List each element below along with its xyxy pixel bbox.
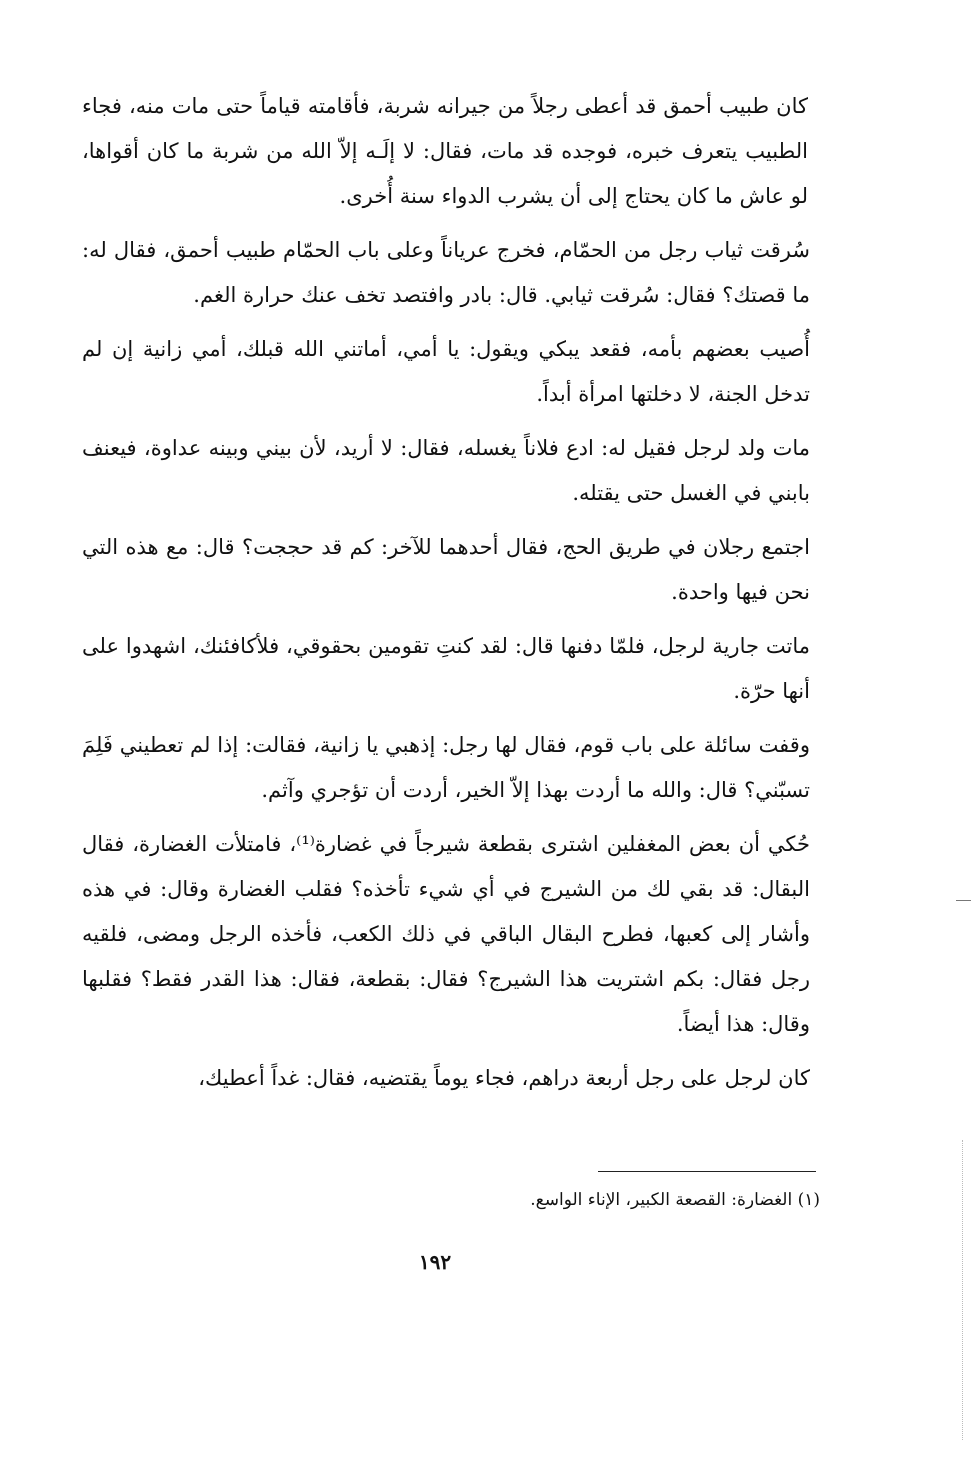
scan-edge-mark bbox=[956, 900, 971, 901]
page-number: ١٩٢ bbox=[418, 1250, 452, 1274]
paragraph-7: وقفت سائلة على باب قوم، فقال لها رجل: إذهبي يا زانية، فقالت: إذا لم تعطيني فَلِمَ تسبّني؟ قال: والله ما أردت بهذا إلاّ الخير، أردت أن تؤجري وآثم. bbox=[82, 733, 810, 802]
paragraph-5: اجتمع رجلان في طريق الحج، فقال أحدهما للآخر: كم قد حججت؟ قال: مع هذه التي نحن فيها واحدة. bbox=[82, 535, 810, 604]
scan-edge-line bbox=[962, 1140, 963, 1440]
paragraph-2: سُرقت ثياب رجل من الحمّام، فخرج عرياناً وعلى باب الحمّام طبيب أحمق، فقال له: ما قصتك؟ فقال: سُرقت ثيابي. قال: بادر وافتصد تخف عنك حرارة الغم. bbox=[82, 238, 810, 307]
paragraph-1: كان طبيب أحمق قد أعطى رجلاً من جيرانه شربة، فأقامته قياماً حتى مات منه، فجاء الطبيب يتعرف خبره، فوجده قد مات، فقال: لا إلَـه إلاّ الله من شربة ما كان أقواها، لو عاش ما كان يحتاج إلى أن يشرب الدواء سنة أُخرى. bbox=[82, 94, 808, 208]
page-body bbox=[82, 84, 838, 1110]
paragraph-4: مات ولد لرجل فقيل له: ادع فلاناً يغسله، فقال: لا أريد، لأن بيني وبينه عداوة، فيعنف بابني في الغسل حتى يقتله. bbox=[82, 436, 810, 505]
footnote-divider bbox=[598, 1171, 816, 1172]
paragraph-6: ماتت جارية لرجل، فلمّا دفنها قال: لقد كنتِ تقومين بحقوقي، فلأكافئنك، اشهدوا على أنها حرّة. bbox=[82, 634, 810, 703]
paragraph-9: كان لرجل على رجل أربعة دراهم، فجاء يوماً يقتضيه، فقال: غداً أعطيك، bbox=[198, 1066, 810, 1090]
paragraph-3: أُصيب بعضهم بأمه، فقعد يبكي ويقول: يا أمي، أماتني الله قبلك، أمي زانية إن لم تدخل الجنة، لا دخلتها امرأة أبداً. bbox=[82, 337, 810, 406]
paragraph-8: حُكي أن بعض المغفلين اشترى بقطعة شيرجاً في غضارة⁽¹⁾، فامتلأت الغضارة، فقال البقال: قد بقي لك من الشيرج في أي شيء تأخذه؟ فقلب الغضارة وقال: في هذه وأشار إلى كعبها، فطرح البقال الباقي في ذلك الكعب، فأخذه الرجل ومضى، فلقيه رجل فقال: بكم اشتريت هذا الشيرج؟ فقال: بقطعة، فقال: هذا القدر فقط؟ فقلبها وقال: هذا أيضاً. bbox=[82, 832, 810, 1036]
footnote: (١) الغضارة: القصعة الكبير، الإناء الواسع. bbox=[530, 1190, 820, 1210]
